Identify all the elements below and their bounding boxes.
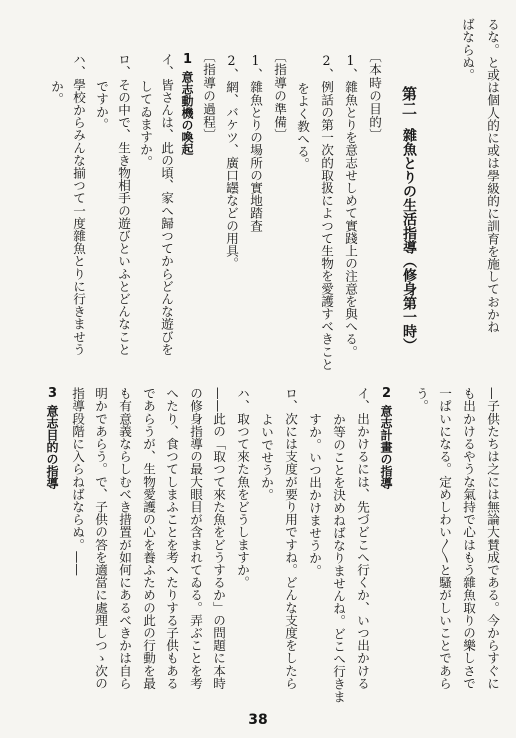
step-title: 意志動機の喚起 bbox=[180, 71, 194, 155]
question-line bbox=[230, 387, 254, 589]
aims-label: 〔本時の目的〕 bbox=[367, 50, 382, 142]
step-number: 1 bbox=[182, 53, 193, 66]
commentary-line: も出かけるやうな氣持で心はもう雜魚取りの樂しさで bbox=[461, 387, 476, 690]
question-continuation: してゐますか。 bbox=[138, 80, 153, 169]
question-continuation: よいでせうか。 bbox=[259, 413, 274, 502]
question-continuation: すか。いつ出かけませうか。 bbox=[307, 413, 322, 577]
aim-item bbox=[338, 53, 362, 358]
list-marker: ロ、 bbox=[116, 53, 131, 79]
step-heading bbox=[374, 387, 398, 489]
list-marker: 2、 bbox=[319, 53, 334, 81]
question-line bbox=[278, 387, 302, 689]
commentary-line: であらうが、生物愛護の心を養ふための此の行動を最 bbox=[141, 387, 156, 690]
question-text: 學校からみんな揃つて一度雜魚とりに行きませう bbox=[71, 78, 86, 356]
step-heading bbox=[40, 387, 64, 489]
commentary-line: 明かであらう。で、子供の答を適當に處理しつゝ次の bbox=[93, 387, 108, 690]
list-marker: ロ、 bbox=[283, 387, 298, 413]
continuation-line: ばならぬ。 bbox=[460, 18, 475, 81]
commentary-line: ——此の「取つて來た魚をどうするか」の問題に本時 bbox=[211, 387, 226, 690]
question-text: 出かけるには、先づどこへ行くか、いつ出かける bbox=[355, 412, 370, 690]
commentary-line: う。 bbox=[414, 387, 429, 413]
section-heading-title: 雜魚とりの生活指導（修身第一時） bbox=[401, 128, 417, 352]
question-line bbox=[66, 53, 90, 355]
step-number: 2 bbox=[381, 387, 392, 400]
list-marker: 2、 bbox=[224, 53, 239, 81]
section-heading bbox=[396, 86, 422, 352]
question-text: 取つて來た魚をどうしますか。 bbox=[235, 412, 250, 589]
preparation-label: 〔指導の準備〕 bbox=[272, 50, 287, 142]
process-label: 〔指導の過程〕 bbox=[201, 50, 216, 142]
list-marker: ハ、 bbox=[71, 53, 86, 79]
question-line bbox=[350, 387, 374, 689]
continuation-line: るな。と或は個人的に或は學級的に訓育を施しておかね bbox=[485, 18, 500, 333]
list-marker: イ、 bbox=[355, 387, 370, 413]
commentary-line: も有意義ならしむべき措置が如何にあるべきかは自ら bbox=[117, 387, 132, 690]
question-line bbox=[111, 53, 135, 355]
question-text: 次には支度が要り用ですね。どんな支度をしたら bbox=[283, 412, 298, 690]
question-text: 皆さんは、此の頃、家へ歸つてからどんな遊びを bbox=[159, 78, 174, 356]
commentary-line: 一ぱいになる。定めしわい〳〵と騷がしいことであら bbox=[437, 387, 452, 690]
list-marker: イ、 bbox=[159, 53, 174, 79]
aim-text: 例話の第一次的取扱によつて生物を愛護すべきこと bbox=[319, 80, 334, 371]
preparation-item bbox=[219, 53, 243, 270]
question-continuation: か等のことを決めねばなりませんね。どこへ行きま bbox=[331, 413, 346, 703]
list-marker: 1、 bbox=[343, 53, 358, 81]
step-heading bbox=[175, 53, 199, 155]
aim-item bbox=[314, 53, 338, 370]
aim-item-continuation: をよく教へる。 bbox=[295, 82, 310, 171]
preparation-text: 網、バケツ、廣口罎などの用具。 bbox=[224, 80, 239, 270]
page-number: 38 bbox=[248, 712, 268, 728]
commentary-line: の修身指導の最大眼目が含まれてゐる。弄ぶことを考 bbox=[188, 387, 203, 690]
step-number: 3 bbox=[47, 387, 58, 400]
list-marker: 1、 bbox=[248, 53, 263, 81]
question-line bbox=[154, 53, 178, 355]
list-marker: ハ、 bbox=[235, 387, 250, 413]
question-continuation: か。 bbox=[49, 80, 64, 106]
step-title: 意志計畫の指導 bbox=[379, 405, 393, 489]
step-title: 意志目的の指導 bbox=[45, 405, 59, 489]
preparation-text: 雜魚とりの場所の實地踏査 bbox=[248, 80, 263, 232]
question-continuation: ですか。 bbox=[94, 80, 109, 131]
aim-text: 雜魚とりを意志せしめて實踐上の注意を與へる。 bbox=[343, 80, 358, 358]
commentary-line: へたり、食つてしまふことを考へたりする子供もある bbox=[164, 387, 179, 690]
preparation-item bbox=[243, 53, 267, 232]
section-heading-number: 第二 bbox=[400, 86, 418, 116]
commentary-line: 指導段階に入らねばならぬ。—— bbox=[70, 387, 85, 576]
commentary-line: —子供たちは之には無論大賛成である。今からすぐに bbox=[485, 387, 500, 690]
question-text: その中で、生き物相手の遊びといふとどんなこと bbox=[116, 78, 131, 356]
